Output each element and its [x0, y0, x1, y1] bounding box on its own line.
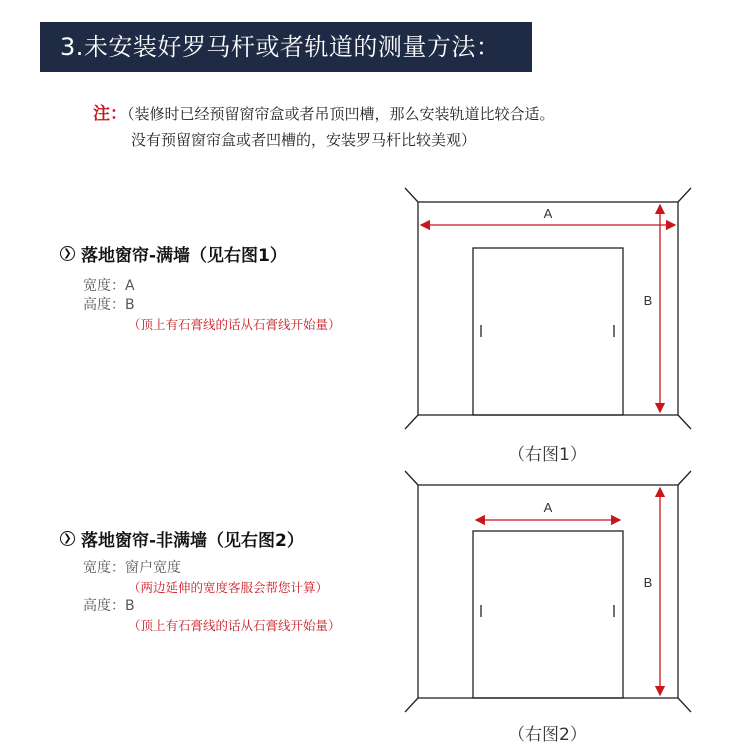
figure-2-caption: （右图2）: [508, 725, 587, 745]
section-heading-text: 落地窗帘-非满墙（见右图2）: [81, 531, 304, 551]
width-spec: 宽度：窗户宽度: [83, 560, 181, 576]
note-line-1: （装修时已经预留窗帘盒或者吊顶凹槽，那么安装轨道比较合适。: [127, 105, 555, 123]
width-spec: 宽度：A: [83, 278, 135, 294]
section-heading-text: 落地窗帘-满墙（见右图1）: [81, 246, 287, 266]
height-spec: 高度：B: [83, 297, 135, 313]
diagram-1: [405, 188, 691, 429]
dimension-b-label: B: [643, 293, 653, 308]
chevron-circle-right-icon: ❯: [60, 246, 75, 261]
note-line-2: 没有预留窗帘盒或者凹槽的，安装罗马杆比较美观）: [131, 131, 477, 149]
dimension-a-label: A: [543, 206, 553, 221]
room-outline: [405, 188, 691, 429]
window-frame: [473, 248, 623, 415]
diagram-2: [405, 471, 691, 712]
dimension-b-label: B: [643, 575, 653, 590]
figure-1-caption: （右图1）: [508, 445, 587, 465]
chevron-circle-right-icon: ❯: [60, 531, 75, 546]
height-note: （顶上有石膏线的话从石膏线开始量）: [128, 618, 341, 633]
height-note: （顶上有石膏线的话从石膏线开始量）: [128, 317, 341, 332]
width-note: （两边延伸的宽度客服会帮您计算）: [128, 580, 329, 595]
note-label: 注：: [93, 104, 127, 124]
height-spec: 高度：B: [83, 598, 135, 614]
dimension-a-label: A: [543, 500, 553, 515]
page-title: 3.未安装好罗马杆或者轨道的测量方法：: [60, 33, 501, 61]
window-frame: [473, 531, 623, 698]
